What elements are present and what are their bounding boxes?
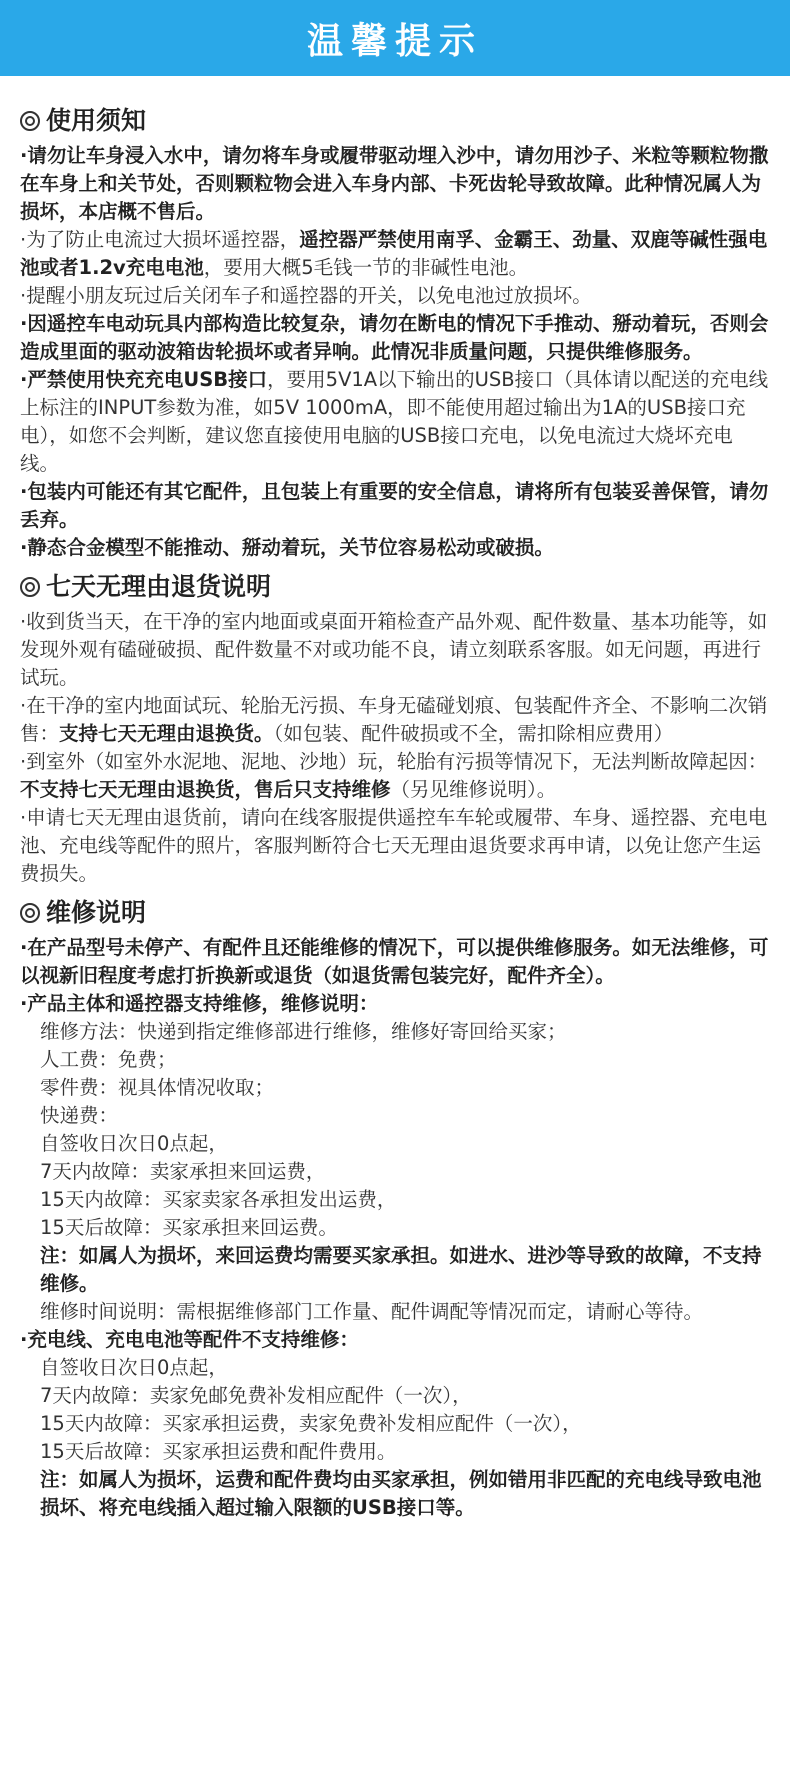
paragraph	[20, 692, 770, 748]
emphasis-text: ·产品主体和遥控器支持维修，维修说明：	[20, 992, 379, 1015]
paragraph	[20, 1018, 770, 1046]
paragraph	[20, 1410, 770, 1438]
paragraph	[20, 1298, 770, 1326]
body-text: 人工费：免费；	[40, 1048, 177, 1071]
paragraph	[20, 478, 770, 534]
emphasis-text: ·充电线、充电电池等配件不支持维修：	[20, 1328, 359, 1351]
body-text: ·为了防止电流过大损坏遥控器，	[20, 228, 300, 251]
circle-bullet-icon	[20, 903, 40, 923]
paragraph	[20, 1130, 770, 1158]
paragraph	[20, 1382, 770, 1410]
paragraph	[20, 366, 770, 478]
section	[20, 104, 770, 562]
body-text: ·收到货当天，在干净的室内地面或桌面开箱检查产品外观、配件数量、基本功能等，如发现外观有磕碰破损、配件数量不对或功能不良，请立刻联系客服。如无问题，再进行试玩。	[20, 610, 768, 689]
section	[20, 570, 770, 888]
emphasis-text: 不支持七天无理由退换货，售后只支持维修	[20, 778, 391, 801]
emphasis-text: ·包装内可能还有其它配件，且包装上有重要的安全信息，请将所有包装妥善保管，请勿丢弃。	[20, 480, 769, 531]
emphasis-text: ·请勿让车身浸入水中，请勿将车身或履带驱动埋入沙中，请勿用沙子、米粒等颗粒物撒在车身上和关节处，否则颗粒物会进入车身内部、卡死齿轮导致故障。此种情况属人为损坏，本店概不售后。	[20, 144, 769, 223]
section	[20, 896, 770, 1522]
body-text: 7天内故障：卖家承担来回运费，	[40, 1160, 326, 1183]
section-title	[20, 896, 770, 930]
paragraph	[20, 310, 770, 366]
section-title	[20, 570, 770, 604]
section-title-text: 七天无理由退货说明	[46, 572, 272, 601]
circle-bullet-icon	[20, 577, 40, 597]
paragraph	[20, 1214, 770, 1242]
notice-content	[0, 76, 790, 1522]
paragraph	[20, 142, 770, 226]
emphasis-text: ·静态合金模型不能推动、掰动着玩，关节位容易松动或破损。	[20, 536, 554, 559]
body-text: 7天内故障：卖家免邮免费补发相应配件（一次），	[40, 1384, 472, 1407]
emphasis-text: 注：如属人为损坏，来回运费均需要买家承担。如进水、进沙等导致的故障，不支持维修。	[40, 1244, 762, 1295]
body-text: ·提醒小朋友玩过后关闭车子和遥控器的开关，以免电池过放损坏。	[20, 284, 592, 307]
body-text: ·在干净的室内地面试玩、轮胎无污损、车身无磕碰划痕、包装配件齐全、不影响二次销售：	[20, 694, 768, 745]
body-text: ·到室外（如室外水泥地、泥地、沙地）玩，轮胎有污损等情况下，无法判断故障起因：	[20, 750, 768, 773]
page-title: 温馨提示	[306, 20, 483, 62]
paragraph	[20, 1074, 770, 1102]
body-text: 零件费：视具体情况收取；	[40, 1076, 275, 1099]
body-text: 15天内故障：买家承担运费，卖家免费补发相应配件（一次），	[40, 1412, 582, 1435]
paragraph	[20, 1158, 770, 1186]
paragraph	[20, 748, 770, 804]
paragraph	[20, 1186, 770, 1214]
body-text: 维修方法：快递到指定维修部进行维修，维修好寄回给买家；	[40, 1020, 567, 1043]
paragraph	[20, 226, 770, 282]
body-text: （如包装、配件破损或不全，需扣除相应费用）	[273, 722, 674, 745]
paragraph	[20, 1102, 770, 1130]
body-text: 自签收日次日0点起，	[40, 1356, 228, 1379]
emphasis-text: 遥控器严禁使用南孚、金霸王、劲量、双鹿等碱性强电池或者1.2v充电电池	[20, 228, 768, 279]
paragraph	[20, 934, 770, 990]
circle-bullet-icon	[20, 111, 40, 131]
body-text: 快递费：	[40, 1104, 119, 1127]
paragraph	[20, 1242, 770, 1298]
paragraph	[20, 1438, 770, 1466]
body-text: ，要用大概5毛钱一节的非碱性电池。	[203, 256, 529, 279]
body-text: ，要用5V1A以下输出的USB接口（具体请以配送的充电线上标注的INPUT参数为准，如5V 1000mA，即不能使用超过输出为1A的USB接口充电），如您不会判断，建议您直接使用电脑的USB接口充电，以免电流过大烧坏充电线。	[20, 368, 769, 475]
section-title-text: 使用须知	[46, 106, 147, 135]
body-text: 维修时间说明：需根据维修部门工作量、配件调配等情况而定，请耐心等待。	[40, 1300, 704, 1323]
paragraph	[20, 990, 770, 1018]
header-banner	[0, 0, 790, 76]
emphasis-text: 支持七天无理由退换货。	[59, 722, 274, 745]
body-text: 15天后故障：买家承担运费和配件费用。	[40, 1440, 397, 1463]
paragraph	[20, 282, 770, 310]
paragraph	[20, 804, 770, 888]
body-text: 自签收日次日0点起，	[40, 1132, 228, 1155]
body-text: ·申请七天无理由退货前，请向在线客服提供遥控车车轮或履带、车身、遥控器、充电电池、充电线等配件的照片，客服判断符合七天无理由退货要求再申请，以免让您产生运费损失。	[20, 806, 768, 885]
section-title-text: 维修说明	[46, 898, 147, 927]
paragraph	[20, 1326, 770, 1354]
paragraph	[20, 1046, 770, 1074]
emphasis-text: 注：如属人为损坏，运费和配件费均由买家承担，例如错用非匹配的充电线导致电池损坏、将充电线插入超过输入限额的USB接口等。	[40, 1468, 762, 1519]
body-text: （另见维修说明）。	[390, 778, 557, 801]
paragraph	[20, 608, 770, 692]
emphasis-text: ·严禁使用快充充电USB接口	[20, 368, 268, 391]
body-text: 15天内故障：买家卖家各承担发出运费，	[40, 1188, 397, 1211]
paragraph	[20, 1466, 770, 1522]
body-text: 15天后故障：买家承担来回运费。	[40, 1216, 338, 1239]
paragraph	[20, 1354, 770, 1382]
paragraph	[20, 534, 770, 562]
emphasis-text: ·在产品型号未停产、有配件且还能维修的情况下，可以提供维修服务。如无法维修，可以视新旧程度考虑打折换新或退货（如退货需包装完好，配件齐全）。	[20, 936, 769, 987]
section-title	[20, 104, 770, 138]
emphasis-text: ·因遥控车电动玩具内部构造比较复杂，请勿在断电的情况下手推动、掰动着玩，否则会造成里面的驱动波箱齿轮损坏或者异响。此情况非质量问题，只提供维修服务。	[20, 312, 769, 363]
